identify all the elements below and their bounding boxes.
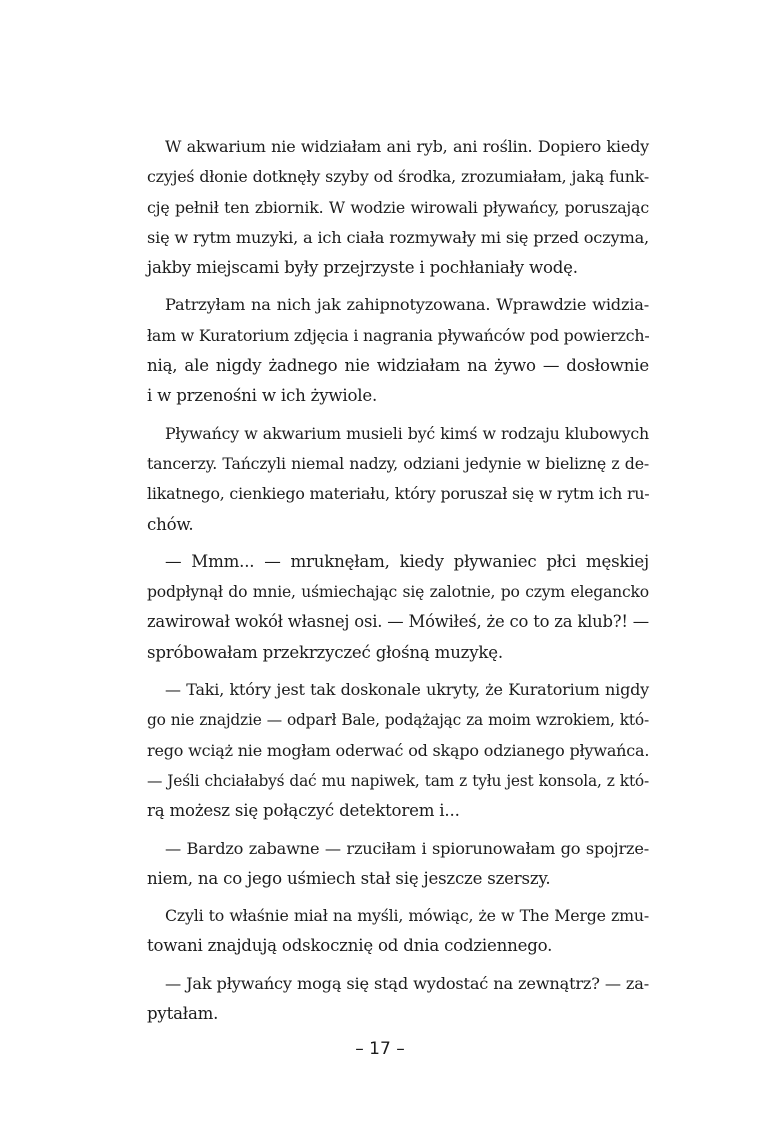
text-line: W akwarium nie widziałam ani ryb, ani roślin. Dopiero kiedy [165, 137, 649, 156]
text-line: — Mmm... — mruknęłam, kiedy pływaniec płci męskiej [165, 551, 649, 571]
paragraph [147, 834, 649, 895]
text-line: czyjeś dłonie dotknęły szyby od środka, zrozumiałam, jaką funk- [147, 167, 649, 187]
text-line: Patrzyłam na nich jak zahipnotyzowana. Wprawdzie widzia- [165, 295, 649, 315]
text-line: i w przenośni w ich żywiole. [147, 386, 378, 406]
paragraph [147, 969, 649, 1030]
text-line: likatnego, cienkiego materiału, który poruszał się w rytm ich ru- [147, 484, 650, 504]
text-line: tancerzy. Tańczyli niemal nadzy, odziani jedynie w bieliznę z de- [147, 453, 649, 473]
text-line: łam w Kuratorium zdjęcia i nagrania pływańców pod powierzch- [147, 325, 650, 345]
paragraph [147, 419, 649, 540]
text-line: rego wciąż nie mogłam oderwać od skąpo odzianego pływańca. [147, 740, 650, 760]
text-line: pytałam. [147, 1004, 219, 1024]
text-line: towani znajdują odskocznię od dnia codziennego. [147, 936, 553, 956]
paragraph [147, 675, 649, 826]
text-line: — Jak pływańcy mogą się stąd wydostać na zewnątrz? — za- [165, 973, 649, 993]
text-line: — Jeśli chciałabyś dać mu napiwek, tam z tyłu jest konsola, z któ- [147, 771, 649, 790]
paragraph [147, 547, 649, 668]
text-line: — Taki, który jest tak doskonale ukryty, że Kuratorium nigdy [165, 680, 649, 700]
text-line: go nie znajdzie — odparł Bale, podążając za moim wzrokiem, któ- [147, 711, 649, 730]
text-line: rą możesz się połączyć detektorem i... [147, 801, 460, 821]
text-line: się w rytm muzyki, a ich ciała rozmywały mi się przed oczyma, [147, 227, 649, 247]
text-line: Czyli to właśnie miał na myśli, mówiąc, że w The Merge zmu- [165, 906, 649, 926]
text-line: — Bardzo zabawne — rzuciłam i spiorunowałam go spojrze- [165, 838, 649, 858]
text-line: spróbowałam przekrzyczeć głośną muzykę. [147, 642, 503, 662]
paragraph [147, 901, 649, 962]
paragraph [147, 132, 649, 283]
text-line: nią, ale nigdy żadnego nie widziałam na żywo — dosłownie [147, 356, 649, 376]
text-line: Pływańcy w akwarium musieli być kimś w rodzaju klubowych [165, 423, 649, 443]
text-line: chów. [147, 514, 194, 534]
text-line: podpłynął do mnie, uśmiechając się zalotnie, po czym elegancko [147, 583, 649, 602]
body-text [147, 132, 649, 1029]
paragraph [147, 290, 649, 411]
text-line: zawirował wokół własnej osi. — Mówiłeś, że co to za klub?! — [147, 612, 649, 632]
page-number: – 17 – [355, 1039, 405, 1059]
text-line: niem, na co jego uśmiech stał się jeszcze szerszy. [147, 868, 551, 888]
text-line: cję pełnił ten zbiornik. W wodzie wirowali pływańcy, poruszając [147, 197, 649, 217]
text-line: jakby miejscami były przejrzyste i pochłaniały wodę. [147, 258, 578, 278]
